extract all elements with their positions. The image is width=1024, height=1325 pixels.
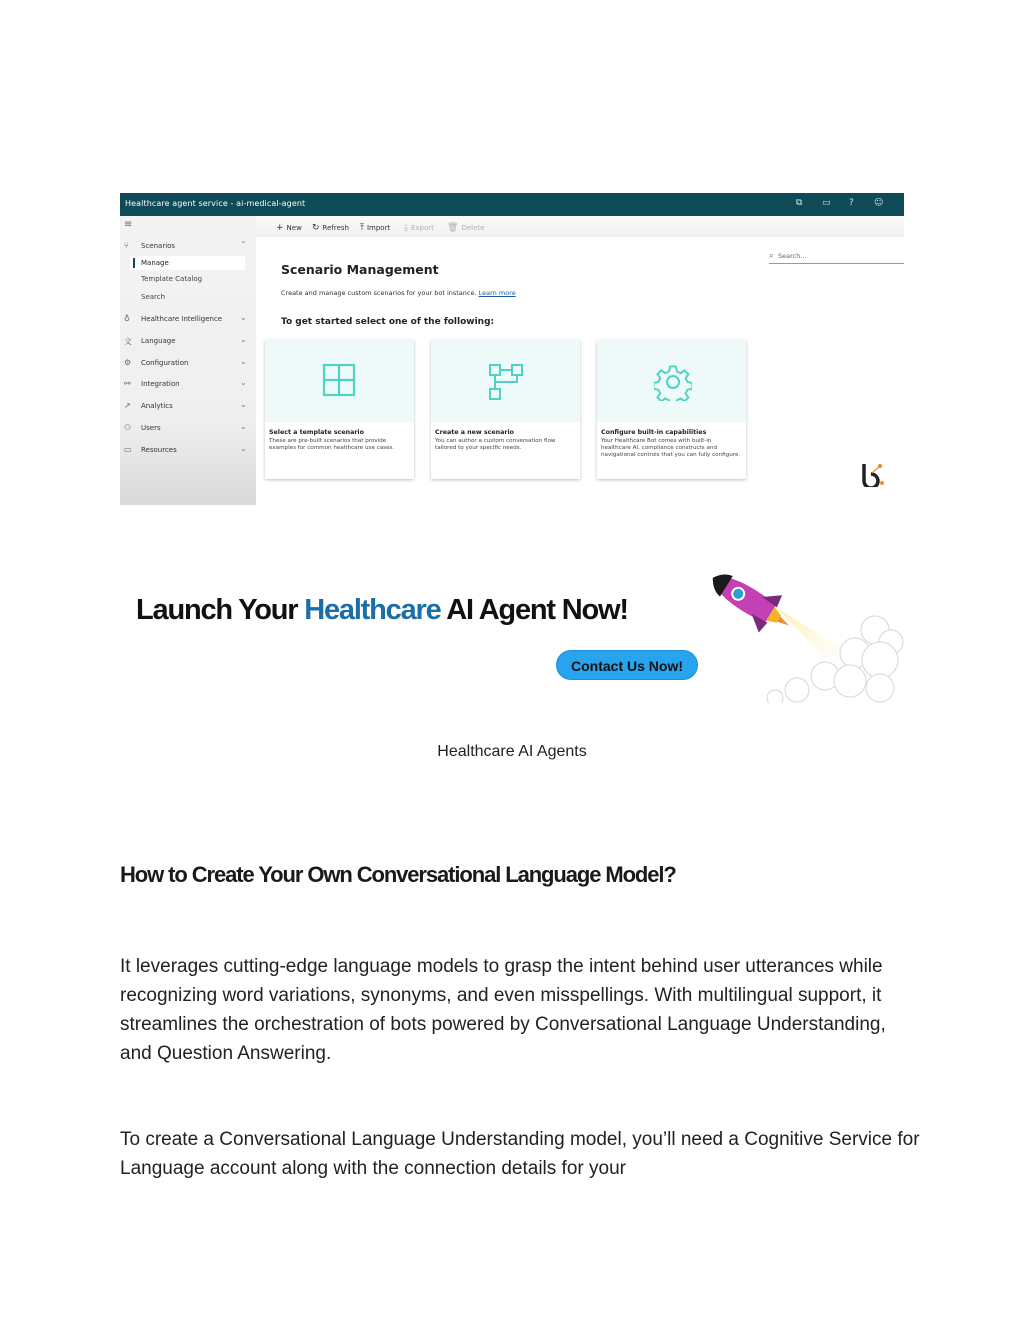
chart-icon: ↗ — [124, 401, 131, 410]
card-new-scenario[interactable] — [431, 340, 580, 479]
sidebar-subitem-template-catalog[interactable]: Template Catalog — [141, 275, 203, 283]
chevron-down-icon: ⌄ — [240, 357, 247, 366]
page-title: Scenario Management — [281, 262, 439, 277]
help-icon[interactable]: ? — [849, 198, 854, 208]
brand-logo-icon — [860, 461, 886, 487]
chevron-down-icon: ⌄ — [240, 444, 247, 453]
sidebar-item-integration[interactable]: ⚯ Integration ⌄ — [124, 378, 247, 388]
image-caption: Healthcare AI Agents — [437, 743, 587, 760]
sidebar-item-healthcare-intelligence[interactable]: ♁ Healthcare Intelligence ⌄ — [124, 313, 247, 323]
card-title: Create a new scenario — [435, 429, 514, 436]
section-heading: How to Create Your Own Conversational Language Model? — [120, 862, 676, 887]
card-template-scenario[interactable] — [265, 340, 414, 479]
main-content — [256, 216, 904, 505]
export-icon: ⤓ — [404, 223, 408, 233]
card-description: You can author a custom conversation flow tailored to your specific needs. — [435, 438, 556, 451]
card-description: Your Healthcare Bot comes with built-in healthcare AI, compliance constructs and navigational controls that you can fully configure. — [601, 438, 741, 458]
chevron-down-icon: ⌄ — [240, 313, 247, 322]
gear-icon: ⚙ — [124, 358, 132, 367]
rocket-illustration-icon — [705, 568, 905, 703]
feedback-icon[interactable]: ⧉ — [796, 198, 803, 208]
paragraph-2: To create a Conversational Language Understanding model, you’ll need a Cognitive Service for Language account along with the connection details for your — [120, 1129, 920, 1179]
contact-us-button[interactable]: Contact Us Now! — [556, 650, 698, 680]
chevron-down-icon: ⌄ — [240, 378, 247, 387]
hamburger-menu-icon[interactable]: ≡ — [124, 219, 133, 230]
sidebar-item-resources[interactable]: ▭ Resources ⌄ — [124, 444, 247, 454]
refresh-button[interactable]: ↻ Refresh — [312, 223, 349, 233]
gear-icon — [654, 363, 692, 401]
toolbar — [256, 216, 904, 237]
get-started-heading: To get started select one of the following: — [281, 317, 495, 327]
card-description: These are pre-built scenarios that provide examples for common healthcare use cases. — [269, 438, 395, 451]
scenarios-icon: ⑂ — [124, 241, 129, 250]
card-title: Select a template scenario — [269, 429, 364, 436]
window-title: Healthcare agent service - ai-medical-agent — [125, 199, 306, 208]
stethoscope-icon: ♁ — [124, 314, 130, 323]
sidebar-item-analytics[interactable]: ↗ Analytics ⌄ — [124, 400, 247, 410]
trash-icon: 🗑 — [447, 223, 459, 233]
sidebar-item-language[interactable]: 文 Language ⌄ — [124, 335, 247, 346]
folder-icon: ▭ — [124, 445, 132, 454]
learn-more-link[interactable]: Learn more — [478, 289, 516, 297]
new-button[interactable]: + New — [276, 223, 302, 233]
link-icon: ⚯ — [124, 379, 131, 388]
export-button[interactable]: ⤓ Export — [404, 223, 434, 233]
refresh-icon: ↻ — [312, 223, 320, 233]
users-icon: ⚇ — [124, 423, 132, 432]
sidebar-subitem-manage[interactable]: Manage — [130, 256, 245, 270]
sidebar — [120, 216, 256, 505]
language-icon: 文 — [124, 337, 132, 346]
delete-button[interactable]: 🗑 Delete — [447, 223, 485, 233]
import-icon: ⤒ — [360, 223, 364, 233]
chevron-down-icon: ⌄ — [240, 422, 247, 431]
search-icon: ⌕ — [769, 251, 774, 260]
window-titlebar — [120, 193, 904, 216]
chevron-down-icon: ⌄ — [240, 400, 247, 409]
card-title: Configure built-in capabilities — [601, 429, 707, 436]
chevron-up-icon: ⌃ — [240, 240, 247, 249]
sidebar-item-scenarios[interactable]: ⑂ Scenarios ⌃ — [124, 240, 247, 250]
plus-icon: + — [276, 223, 284, 233]
search-input[interactable]: ⌕ Search... — [769, 250, 904, 264]
page-description: Create and manage custom scenarios for your bot instance. Learn more — [281, 289, 516, 297]
sidebar-subitem-search[interactable]: Search — [141, 293, 166, 301]
flow-icon — [488, 363, 524, 401]
chevron-down-icon: ⌄ — [240, 335, 247, 344]
card-configure-capabilities[interactable] — [597, 340, 746, 479]
sidebar-item-configuration[interactable]: ⚙ Configuration ⌄ — [124, 357, 247, 367]
sidebar-item-users[interactable]: ⚇ Users ⌄ — [124, 422, 247, 432]
healthcare-agent-screenshot — [120, 193, 904, 505]
banner-title: Launch Your Healthcare AI Agent Now! — [136, 594, 628, 626]
paragraph-1: It leverages cutting-edge language models to grasp the intent behind user utterances while recognizing word variations, synonyms, and even misspellings. With multilingual support, it streamlines the orchestration of bots powered by Conversational Language Understanding, and Question Answering. — [120, 956, 886, 1064]
grid-icon — [322, 363, 356, 397]
chat-icon[interactable]: ▭ — [822, 198, 831, 208]
smiley-icon[interactable]: ☺ — [874, 198, 884, 208]
import-button[interactable]: ⤒ Import — [360, 223, 391, 233]
